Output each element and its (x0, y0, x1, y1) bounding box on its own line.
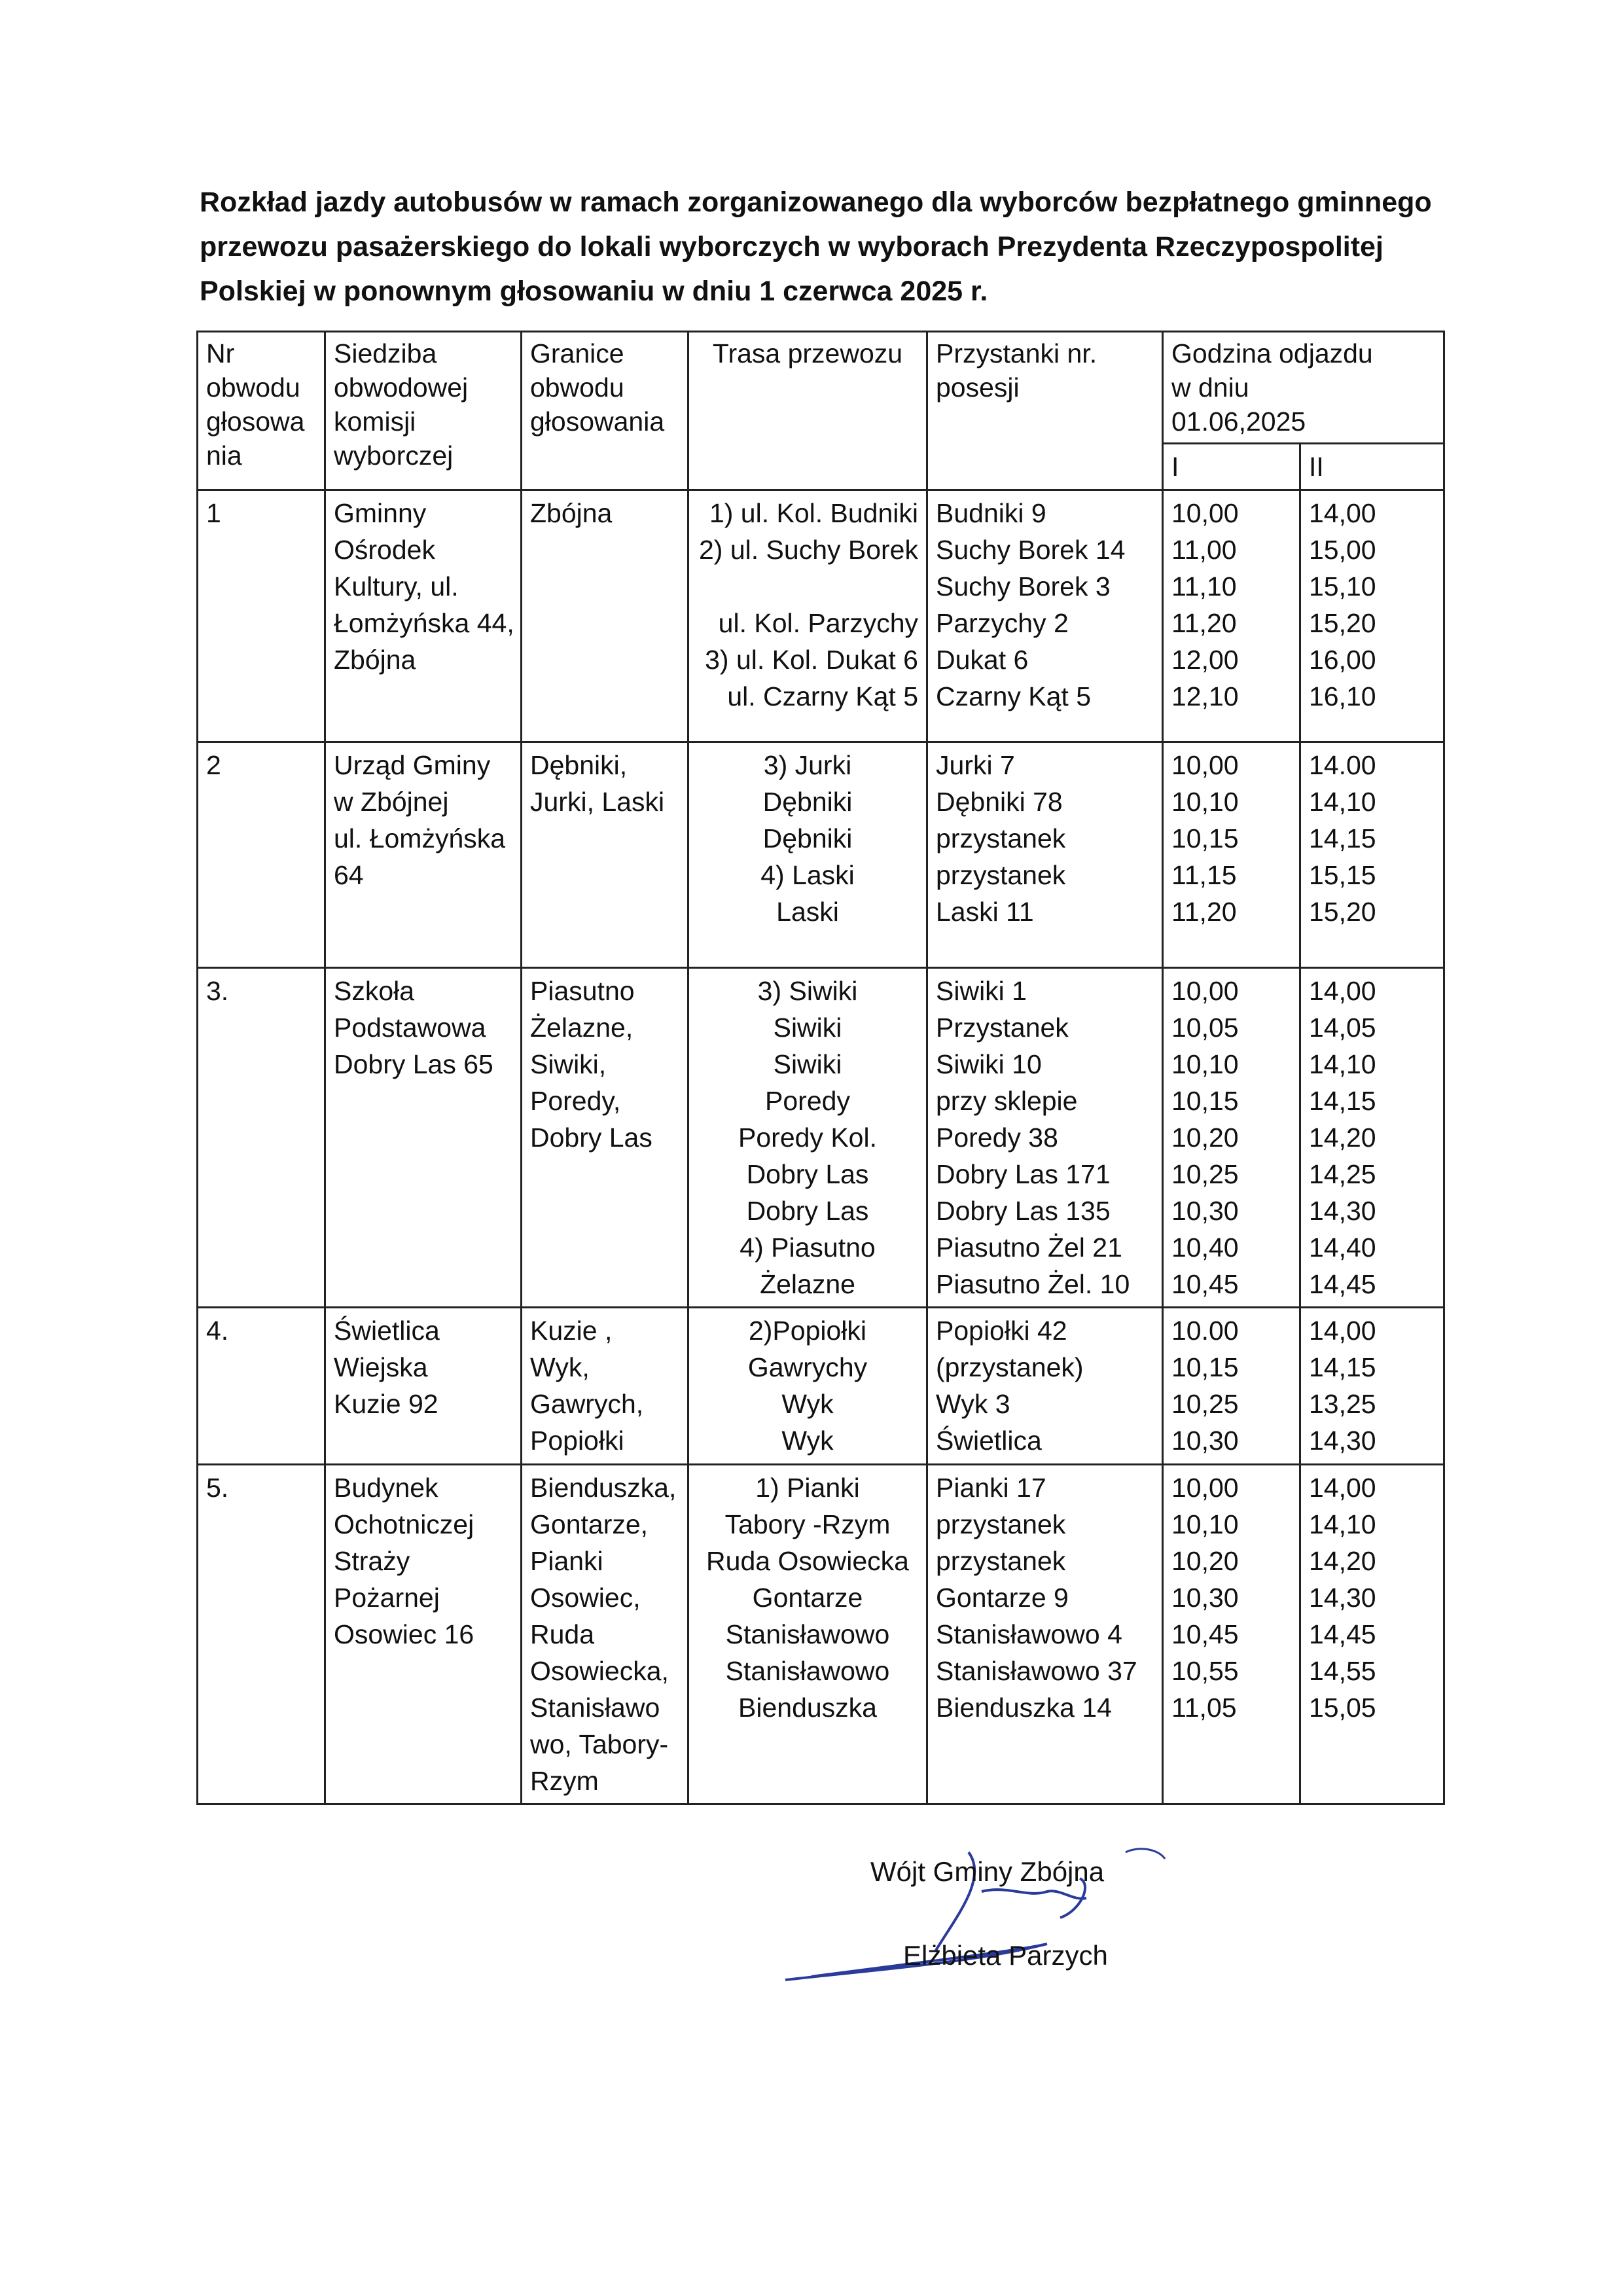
cell-line: 15,00 (1309, 535, 1376, 565)
cell-siedziba (325, 968, 522, 1308)
cell-przystanki (927, 1308, 1163, 1465)
cell-line: Budniki 9 (936, 498, 1046, 528)
cell-line: 11,20 (1171, 608, 1237, 638)
cell-line: 3) ul. Kol. Dukat 6 (705, 645, 918, 675)
cell-line: 10,55 (1171, 1656, 1239, 1686)
cell-line: głosowa (206, 406, 305, 437)
cell-line: obwodu (530, 372, 624, 403)
cell-line: (przystanek) (936, 1352, 1084, 1382)
cell-line: ul. Łomżyńska (334, 823, 506, 853)
cell-przystanki (927, 490, 1163, 742)
cell-line: Pianki 17 (936, 1473, 1046, 1503)
cell-line: Bienduszka, (530, 1473, 677, 1503)
cell-line: 10,20 (1171, 1122, 1239, 1153)
cell-przystanki (927, 1465, 1163, 1804)
cell-time-i (1163, 968, 1300, 1308)
cell-line: Stanisławo (530, 1693, 660, 1723)
cell-line: Siwiki (773, 1013, 842, 1043)
cell-line: Gminny (334, 498, 427, 528)
cell-line: Suchy Borek 14 (936, 535, 1126, 565)
cell-line: 10,15 (1171, 1352, 1239, 1382)
cell-line: Gawrychy (747, 1352, 868, 1382)
cell-line: przystanek (936, 860, 1066, 890)
cell-line: przy sklepie (936, 1086, 1078, 1116)
cell-line: 10,30 (1171, 1196, 1239, 1226)
cell-line: 3) Siwiki (757, 976, 858, 1006)
cell-line (697, 568, 918, 605)
cell-trasa (688, 742, 927, 968)
bus-schedule-table (196, 331, 1445, 1805)
cell-line: Osowiec 16 (334, 1619, 474, 1649)
cell-line: Trasa przewozu (712, 338, 903, 368)
header-granice (522, 332, 688, 490)
cell-line: Tabory -Rzym (724, 1509, 891, 1539)
cell-granice (522, 490, 688, 742)
cell-line: w Zbójnej (334, 787, 449, 817)
cell-line: 14,25 (1309, 1159, 1376, 1189)
cell-nr: 3. (198, 968, 325, 1308)
cell-line: Wyk, (530, 1352, 590, 1382)
cell-line: 10,25 (1171, 1159, 1239, 1189)
cell-line: 14,15 (1309, 823, 1376, 853)
cell-line: 10.00 (1171, 1316, 1239, 1346)
cell-line: Ośrodek (334, 535, 435, 565)
cell-line: 16,10 (1309, 681, 1376, 711)
cell-line: ul. Kol. Parzychy (718, 608, 918, 638)
cell-line: 14,30 (1309, 1583, 1376, 1613)
cell-line: Bienduszka (738, 1693, 877, 1723)
cell-line: 1) ul. Kol. Budniki (709, 498, 918, 528)
cell-siedziba (325, 490, 522, 742)
cell-line: Wyk (781, 1426, 834, 1456)
cell-line: Kuzie 92 (334, 1389, 438, 1419)
cell-line: 11,00 (1171, 535, 1237, 565)
cell-line: Żelazne, (530, 1013, 633, 1043)
cell-line: Jurki 7 (936, 750, 1015, 780)
cell-line: posesji (936, 372, 1020, 403)
cell-line: 15,10 (1309, 571, 1376, 601)
cell-line: 10,20 (1171, 1546, 1239, 1576)
cell-line: Pianki (530, 1546, 603, 1576)
cell-line: Godzina odjazdu (1171, 338, 1373, 368)
cell-line: 14,20 (1309, 1122, 1376, 1153)
cell-line: 14,45 (1309, 1269, 1376, 1299)
cell-time-ii (1300, 490, 1444, 742)
cell-line: 15,15 (1309, 860, 1376, 890)
cell-line: Osowiec, (530, 1583, 641, 1613)
cell-line: Piasutno Żel. 10 (936, 1269, 1130, 1299)
cell-granice (522, 968, 688, 1308)
cell-line: Przystanek (936, 1013, 1069, 1043)
cell-line: 14,55 (1309, 1656, 1376, 1686)
cell-nr: 2 (198, 742, 325, 968)
cell-line: 10,25 (1171, 1389, 1239, 1419)
cell-line: Dębniki (762, 787, 853, 817)
cell-line: 11,10 (1171, 571, 1237, 601)
cell-line: Dobry Las 135 (936, 1196, 1111, 1226)
cell-line: 10,05 (1171, 1013, 1239, 1043)
cell-line: Świetlica (334, 1316, 440, 1346)
cell-line: 14.00 (1309, 750, 1376, 780)
cell-time-ii (1300, 1465, 1444, 1804)
cell-line: Dębniki 78 (936, 787, 1063, 817)
cell-line: 14,15 (1309, 1086, 1376, 1116)
cell-time-i (1163, 742, 1300, 968)
cell-line: 10,45 (1171, 1269, 1239, 1299)
cell-line: Laski 11 (936, 897, 1034, 927)
cell-line: obwodu (206, 372, 300, 403)
cell-line: Pożarnej (334, 1583, 440, 1613)
cell-line: 14,00 (1309, 498, 1376, 528)
cell-line: 14,10 (1309, 787, 1376, 817)
cell-trasa (688, 968, 927, 1308)
cell-line: Szkoła (334, 976, 415, 1006)
cell-line: 10,10 (1171, 787, 1239, 817)
cell-granice (522, 1308, 688, 1465)
cell-line: Kuzie , (530, 1316, 613, 1346)
cell-time-ii (1300, 968, 1444, 1308)
header-row (198, 332, 1444, 444)
cell-line: 2) ul. Suchy Borek (699, 535, 918, 565)
cell-line: Laski (776, 897, 839, 927)
cell-line: Granice (530, 338, 624, 368)
signature-name: Elżbieta Parzych (903, 1940, 1108, 1971)
cell-line: Poredy 38 (936, 1122, 1058, 1153)
cell-line: 3) Jurki (763, 750, 852, 780)
cell-line: Osowiecka, (530, 1656, 669, 1686)
cell-line: 2)Popiołki (748, 1316, 867, 1346)
cell-line: Zbójna (334, 645, 416, 675)
cell-line: Gontarze (752, 1583, 863, 1613)
cell-line: wyborczej (334, 440, 454, 471)
header-trasa (688, 332, 927, 490)
cell-line: obwodowej (334, 372, 469, 403)
cell-line: 4) Laski (760, 860, 855, 890)
cell-line: Popiołki (530, 1426, 624, 1456)
cell-line: Podstawowa (334, 1013, 486, 1043)
cell-line: 10,00 (1171, 1473, 1239, 1503)
cell-line: 1) Pianki (755, 1473, 860, 1503)
cell-line: Popiołki 42 (936, 1316, 1067, 1346)
cell-time-i (1163, 490, 1300, 742)
cell-line: 14,30 (1309, 1426, 1376, 1456)
cell-line: Siwiki 10 (936, 1049, 1042, 1079)
cell-line: Siwiki, (530, 1049, 607, 1079)
cell-line: Suchy Borek 3 (936, 571, 1111, 601)
cell-line: głosowania (530, 406, 665, 437)
cell-line: 11,15 (1171, 860, 1237, 890)
cell-line: przystanek (936, 1509, 1066, 1539)
cell-line: 01.06,2025 (1171, 406, 1306, 437)
cell-line: Dobry Las 171 (936, 1159, 1111, 1189)
cell-line: w dniu (1171, 372, 1249, 403)
cell-line: Siwiki 1 (936, 976, 1027, 1006)
cell-line: 15,20 (1309, 897, 1376, 927)
cell-line: Ochotniczej (334, 1509, 474, 1539)
document-title: Rozkład jazdy autobusów w ramach zorganizowanego dla wyborców bezpłatnego gminnego przewozu pasażerskiego do lokali wyborczych w wyborach Prezydenta Rzeczypospolitej Polskiej w ponownym głosowaniu w dniu 1 czerwca 2025 r. (200, 187, 1432, 307)
cell-line: 14,00 (1309, 1473, 1376, 1503)
cell-line: Dębniki (762, 823, 853, 853)
cell-line: 10,00 (1171, 498, 1239, 528)
cell-nr: 4. (198, 1308, 325, 1465)
cell-line: Jurki, Laski (530, 787, 665, 817)
cell-line: Gawrych, (530, 1389, 644, 1419)
cell-line: Straży (334, 1546, 410, 1576)
signature-block (870, 1852, 1263, 1975)
table-row (198, 1308, 1444, 1465)
cell-line: 14,10 (1309, 1049, 1376, 1079)
cell-line: Dębniki, (530, 750, 628, 780)
cell-nr: 5. (198, 1465, 325, 1804)
cell-line: wo, Tabory- (530, 1729, 669, 1759)
cell-line: Ruda Osowiecka (706, 1546, 909, 1576)
cell-line: 10,10 (1171, 1049, 1239, 1079)
cell-line: 14,15 (1309, 1352, 1376, 1382)
cell-line: Kultury, ul. (334, 571, 459, 601)
cell-line: Gontarze, (530, 1509, 649, 1539)
cell-przystanki (927, 968, 1163, 1308)
table-row (198, 490, 1444, 742)
cell-line: Piasutno Żel 21 (936, 1232, 1122, 1263)
cell-trasa (688, 1465, 927, 1804)
cell-line: 11,20 (1171, 897, 1237, 927)
cell-line: Dobry Las 65 (334, 1049, 493, 1079)
cell-line: Dobry Las (746, 1196, 869, 1226)
cell-line: przystanek (936, 823, 1066, 853)
cell-line: 14,30 (1309, 1196, 1376, 1226)
cell-line: 15,20 (1309, 608, 1376, 638)
cell-line: Zbójna (530, 498, 613, 528)
cell-line: Czarny Kąt 5 (936, 681, 1091, 711)
cell-line: 10,45 (1171, 1619, 1239, 1649)
cell-time-i (1163, 1308, 1300, 1465)
cell-line: Siwiki (773, 1049, 842, 1079)
table-row (198, 968, 1444, 1308)
header-godzina (1163, 332, 1444, 444)
cell-line: komisji (334, 406, 416, 437)
cell-line: Urząd Gminy (334, 750, 491, 780)
cell-line: 15,05 (1309, 1693, 1376, 1723)
header-col-ii: II (1300, 444, 1444, 490)
cell-siedziba (325, 742, 522, 968)
cell-przystanki (927, 742, 1163, 968)
cell-time-ii (1300, 1308, 1444, 1465)
cell-time-i (1163, 1465, 1300, 1804)
cell-line: 12,10 (1171, 681, 1239, 711)
cell-line: Dobry Las (746, 1159, 869, 1189)
cell-siedziba (325, 1465, 522, 1804)
cell-line: 14,00 (1309, 976, 1376, 1006)
cell-line: Dukat 6 (936, 645, 1029, 675)
signature-title: Wójt Gminy Zbójna (870, 1856, 1105, 1887)
cell-trasa (688, 490, 927, 742)
cell-granice (522, 742, 688, 968)
cell-line: 10,15 (1171, 823, 1239, 853)
cell-line: ul. Czarny Kąt 5 (727, 681, 918, 711)
header-siedziba (325, 332, 522, 490)
table-row (198, 1465, 1444, 1804)
cell-line: Poredy, (530, 1086, 621, 1116)
cell-line: Przystanki nr. (936, 338, 1097, 368)
cell-line: 14,45 (1309, 1619, 1376, 1649)
cell-line: Parzychy 2 (936, 608, 1069, 638)
cell-time-ii (1300, 742, 1444, 968)
cell-line: Stanisławowo 4 (936, 1619, 1122, 1649)
cell-line: 11,05 (1171, 1693, 1237, 1723)
cell-line: 14,00 (1309, 1316, 1376, 1346)
cell-line: Siedziba (334, 338, 437, 368)
cell-line: 4) Piasutno (740, 1232, 876, 1263)
cell-line: Bienduszka 14 (936, 1693, 1112, 1723)
cell-nr: 1 (198, 490, 325, 742)
cell-line: 16,00 (1309, 645, 1376, 675)
cell-line: 14,40 (1309, 1232, 1376, 1263)
cell-line: 10,40 (1171, 1232, 1239, 1263)
table-row (198, 742, 1444, 968)
cell-granice (522, 1465, 688, 1804)
cell-line: 10,30 (1171, 1583, 1239, 1613)
header-nr (198, 332, 325, 490)
header-col-i: I (1163, 444, 1300, 490)
cell-line: nia (206, 440, 242, 471)
cell-line: 64 (334, 860, 364, 890)
cell-siedziba (325, 1308, 522, 1465)
cell-line: Stanisławowo (725, 1619, 890, 1649)
cell-line: 13,25 (1309, 1389, 1376, 1419)
cell-line: 14,10 (1309, 1509, 1376, 1539)
cell-trasa (688, 1308, 927, 1465)
cell-line: 10,30 (1171, 1426, 1239, 1456)
cell-line: Nr (206, 338, 235, 368)
cell-line: 12,00 (1171, 645, 1239, 675)
cell-line: Rzym (530, 1766, 599, 1796)
cell-line: Wyk 3 (936, 1389, 1010, 1419)
cell-line: Żelazne (760, 1269, 855, 1299)
cell-line: 14,20 (1309, 1546, 1376, 1576)
cell-line: Łomżyńska 44, (334, 608, 514, 638)
cell-line: Stanisławowo 37 (936, 1656, 1137, 1686)
cell-line: Wiejska (334, 1352, 428, 1382)
cell-line: Świetlica (936, 1426, 1042, 1456)
cell-line: Gontarze 9 (936, 1583, 1069, 1613)
cell-line: Poredy Kol. (738, 1122, 877, 1153)
cell-line: Piasutno (530, 976, 635, 1006)
cell-line: 10,00 (1171, 976, 1239, 1006)
header-przystanki (927, 332, 1163, 490)
cell-line: Poredy (765, 1086, 850, 1116)
cell-line: Budynek (334, 1473, 438, 1503)
cell-line: 10,00 (1171, 750, 1239, 780)
cell-line: Wyk (781, 1389, 834, 1419)
cell-line: 10,15 (1171, 1086, 1239, 1116)
cell-line: 14,05 (1309, 1013, 1376, 1043)
cell-line: Dobry Las (530, 1122, 652, 1153)
cell-line: przystanek (936, 1546, 1066, 1576)
cell-line: Stanisławowo (725, 1656, 890, 1686)
cell-line: 10,10 (1171, 1509, 1239, 1539)
cell-line: Ruda (530, 1619, 595, 1649)
